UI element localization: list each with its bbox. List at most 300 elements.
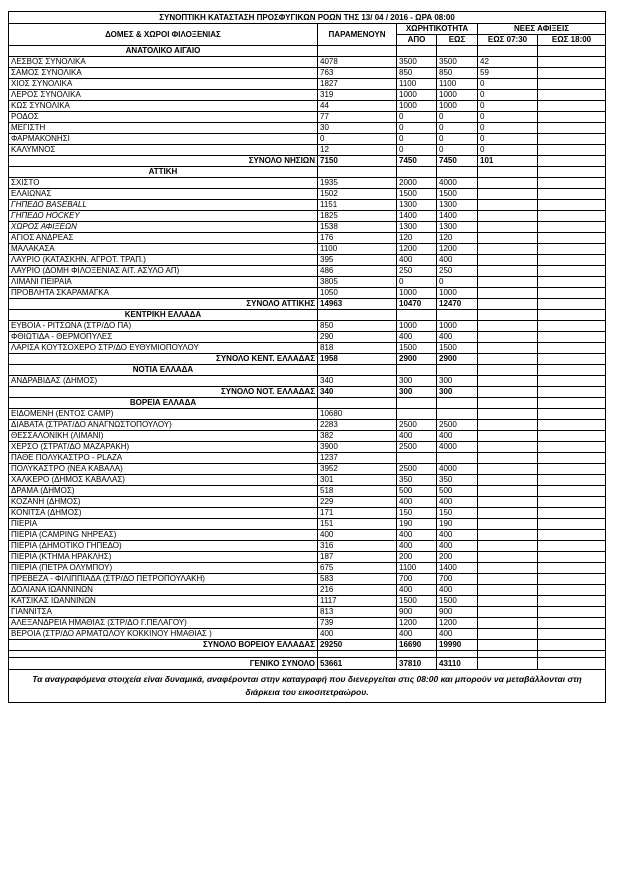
cell-a0730: 0 bbox=[478, 123, 538, 134]
cell-from: 250 bbox=[397, 266, 437, 277]
cell-name: ΧΙΟΣ ΣΥΝΟΛΙΚΑ bbox=[9, 79, 318, 90]
cell-a1800 bbox=[538, 420, 606, 431]
cell-staying: 3952 bbox=[318, 464, 397, 475]
cell-name: ΦΑΡΜΑΚΟΝΗΣΙ bbox=[9, 134, 318, 145]
cell-staying: 675 bbox=[318, 563, 397, 574]
spacer-cell bbox=[478, 651, 538, 658]
cell-staying: 486 bbox=[318, 266, 397, 277]
cell-name: ΣΥΝΟΛΟ ΝΗΣΙΩΝ bbox=[9, 156, 318, 167]
empty-cell bbox=[478, 310, 538, 321]
cell-from: 300 bbox=[397, 376, 437, 387]
table-row bbox=[9, 563, 606, 574]
cell-a0730 bbox=[478, 607, 538, 618]
cell-a1800 bbox=[538, 156, 606, 167]
table-row bbox=[9, 244, 606, 255]
cell-name: ΛΕΣΒΟΣ ΣΥΝΟΛΙΚΑ bbox=[9, 57, 318, 68]
cell-name: ΜΑΛΑΚΑΣΑ bbox=[9, 244, 318, 255]
cell-to: 4000 bbox=[437, 442, 478, 453]
cell-a1800 bbox=[538, 123, 606, 134]
cell-a1800 bbox=[538, 332, 606, 343]
cell-a0730 bbox=[478, 563, 538, 574]
cell-to: 200 bbox=[437, 552, 478, 563]
cell-name: ΧΑΛΚΕΡΟ (ΔΗΜΟΣ ΚΑΒΑΛΑΣ) bbox=[9, 475, 318, 486]
empty-cell bbox=[478, 398, 538, 409]
spacer-row bbox=[9, 651, 606, 658]
cell-name: ΠΙΕΡΙΑ (ΠΕΤΡΑ ΟΛΥΜΠΟΥ) bbox=[9, 563, 318, 574]
header-capacity-to: ΕΩΣ bbox=[437, 35, 478, 46]
table-row bbox=[9, 453, 606, 464]
table-row bbox=[9, 332, 606, 343]
cell-a1800 bbox=[538, 354, 606, 365]
cell-staying: 10680 bbox=[318, 409, 397, 420]
cell-staying: 813 bbox=[318, 607, 397, 618]
cell-staying: 176 bbox=[318, 233, 397, 244]
cell-a1800 bbox=[538, 376, 606, 387]
cell-to: 1500 bbox=[437, 343, 478, 354]
empty-cell bbox=[397, 365, 437, 376]
cell-to: 12470 bbox=[437, 299, 478, 310]
cell-staying: 14963 bbox=[318, 299, 397, 310]
cell-name: ΚΩΣ ΣΥΝΟΛΙΚΑ bbox=[9, 101, 318, 112]
cell-from: 1000 bbox=[397, 321, 437, 332]
cell-from: 1300 bbox=[397, 222, 437, 233]
cell-staying: 583 bbox=[318, 574, 397, 585]
cell-staying: 151 bbox=[318, 519, 397, 530]
cell-name: ΓΗΠΕΔΟ BASEBALL bbox=[9, 200, 318, 211]
cell-a0730 bbox=[478, 519, 538, 530]
cell-a1800 bbox=[538, 453, 606, 464]
cell-name: ΕΛΑΙΩΝΑΣ bbox=[9, 189, 318, 200]
cell-to: 850 bbox=[437, 68, 478, 79]
cell-a1800 bbox=[538, 607, 606, 618]
cell-from: 1200 bbox=[397, 618, 437, 629]
cell-staying: 1827 bbox=[318, 79, 397, 90]
empty-cell bbox=[538, 365, 606, 376]
cell-from: 7450 bbox=[397, 156, 437, 167]
cell-a1800 bbox=[538, 574, 606, 585]
cell-a1800 bbox=[538, 90, 606, 101]
empty-cell bbox=[538, 398, 606, 409]
cell-from: 10470 bbox=[397, 299, 437, 310]
title-row bbox=[9, 12, 606, 24]
cell-a0730 bbox=[478, 497, 538, 508]
spacer-cell bbox=[318, 651, 397, 658]
table-row bbox=[9, 189, 606, 200]
cell-a0730 bbox=[478, 266, 538, 277]
cell-staying: 1100 bbox=[318, 244, 397, 255]
cell-staying: 400 bbox=[318, 530, 397, 541]
cell-a1800 bbox=[538, 464, 606, 475]
cell-to bbox=[437, 409, 478, 420]
cell-to: 0 bbox=[437, 145, 478, 156]
header-staying: ΠΑΡΑΜΕΝΟΥΝ bbox=[318, 24, 397, 46]
cell-to: 400 bbox=[437, 497, 478, 508]
table-row bbox=[9, 552, 606, 563]
cell-from: 2900 bbox=[397, 354, 437, 365]
section-title: ΑΝΑΤΟΛΙΚΟ ΑΙΓΑΙΟ bbox=[9, 46, 318, 57]
cell-name: ΚΑΤΣΙΚΑΣ ΙΩΑΝΝΙΝΩΝ bbox=[9, 596, 318, 607]
cell-a0730 bbox=[478, 354, 538, 365]
cell-name: ΚΟΝΙΤΣΑ (ΔΗΜΟΣ) bbox=[9, 508, 318, 519]
cell-name: ΠΙΕΡΙΑ (CAMPING ΝΗΡΕΑΣ) bbox=[9, 530, 318, 541]
section-title: ΑΤΤΙΚΗ bbox=[9, 167, 318, 178]
cell-a1800 bbox=[538, 266, 606, 277]
cell-name: ΑΓΙΟΣ ΑΝΔΡΕΑΣ bbox=[9, 233, 318, 244]
cell-staying: 7150 bbox=[318, 156, 397, 167]
cell-name: ΠΙΕΡΙΑ bbox=[9, 519, 318, 530]
empty-cell bbox=[437, 365, 478, 376]
cell-from: 1200 bbox=[397, 244, 437, 255]
cell-from: 700 bbox=[397, 574, 437, 585]
cell-name: ΜΕΓΙΣΤΗ bbox=[9, 123, 318, 134]
table-row bbox=[9, 574, 606, 585]
spacer-cell bbox=[397, 651, 437, 658]
cell-to: 1000 bbox=[437, 90, 478, 101]
cell-a0730 bbox=[478, 464, 538, 475]
empty-cell bbox=[478, 365, 538, 376]
section-title: ΝΟΤΙΑ ΕΛΛΑΔΑ bbox=[9, 365, 318, 376]
cell-a0730: 0 bbox=[478, 79, 538, 90]
cell-to: 500 bbox=[437, 486, 478, 497]
table-row bbox=[9, 255, 606, 266]
cell-from: 120 bbox=[397, 233, 437, 244]
header-new-arrivals: ΝΕΕΣ ΑΦΙΞΕΙΣ bbox=[478, 24, 606, 35]
table-row bbox=[9, 57, 606, 68]
empty-cell bbox=[478, 167, 538, 178]
cell-to: 2900 bbox=[437, 354, 478, 365]
table-row bbox=[9, 145, 606, 156]
cell-a0730 bbox=[478, 640, 538, 651]
cell-a0730 bbox=[478, 486, 538, 497]
cell-staying: 518 bbox=[318, 486, 397, 497]
spacer-cell bbox=[437, 651, 478, 658]
table-row bbox=[9, 629, 606, 640]
cell-from: 1400 bbox=[397, 211, 437, 222]
cell-to: 2500 bbox=[437, 420, 478, 431]
table-row bbox=[9, 420, 606, 431]
cell-to: 0 bbox=[437, 123, 478, 134]
cell-name: ΣΥΝΟΛΟ ΝΟΤ. ΕΛΛΑΔΑΣ bbox=[9, 387, 318, 398]
cell-from: 1500 bbox=[397, 343, 437, 354]
cell-from: 1100 bbox=[397, 563, 437, 574]
cell-a0730 bbox=[478, 541, 538, 552]
cell-name: ΛΑΥΡΙΟ (ΔΟΜΗ ΦΙΛΟΞΕΝΙΑΣ ΑΙΤ. ΑΣΥΛΟ ΑΠ) bbox=[9, 266, 318, 277]
cell-from: 0 bbox=[397, 123, 437, 134]
section-total-row bbox=[9, 156, 606, 167]
empty-cell bbox=[478, 46, 538, 57]
cell-staying: 229 bbox=[318, 497, 397, 508]
cell-name: ΠΙΕΡΙΑ (ΚΤΗΜΑ ΗΡΑΚΛΗΣ) bbox=[9, 552, 318, 563]
section-header bbox=[9, 46, 606, 57]
cell-a0730 bbox=[478, 343, 538, 354]
cell-staying: 171 bbox=[318, 508, 397, 519]
header-arrivals-1800: ΕΩΣ 18:00 bbox=[538, 35, 606, 46]
cell-to: 1000 bbox=[437, 101, 478, 112]
cell-from bbox=[397, 409, 437, 420]
section-header bbox=[9, 398, 606, 409]
cell-a0730 bbox=[478, 299, 538, 310]
report-sheet bbox=[8, 11, 605, 703]
cell-from: 2500 bbox=[397, 464, 437, 475]
cell-staying: 1117 bbox=[318, 596, 397, 607]
cell-staying: 1151 bbox=[318, 200, 397, 211]
cell-staying: 12 bbox=[318, 145, 397, 156]
cell-name: ΓΙΑΝΝΙΤΣΑ bbox=[9, 607, 318, 618]
empty-cell bbox=[318, 310, 397, 321]
cell-from: 1500 bbox=[397, 189, 437, 200]
cell-a1800 bbox=[538, 596, 606, 607]
section-header bbox=[9, 167, 606, 178]
table-row bbox=[9, 178, 606, 189]
cell-name: ΠΡΟΒΛΗΤΑ ΣΚΑΡΑΜΑΓΚΑ bbox=[9, 288, 318, 299]
cell-a0730 bbox=[478, 530, 538, 541]
cell-a0730 bbox=[478, 596, 538, 607]
table-row bbox=[9, 211, 606, 222]
section-title: ΒΟΡΕΙΑ ΕΛΛΑΔΑ bbox=[9, 398, 318, 409]
cell-a1800 bbox=[538, 552, 606, 563]
cell-to: 1000 bbox=[437, 321, 478, 332]
cell-a0730 bbox=[478, 387, 538, 398]
cell-a1800 bbox=[538, 277, 606, 288]
cell-staying: 301 bbox=[318, 475, 397, 486]
cell-from: 2500 bbox=[397, 420, 437, 431]
table-row bbox=[9, 112, 606, 123]
table-row bbox=[9, 376, 606, 387]
cell-from: 0 bbox=[397, 112, 437, 123]
cell-from: 1500 bbox=[397, 596, 437, 607]
cell-from: 200 bbox=[397, 552, 437, 563]
cell-staying: 340 bbox=[318, 376, 397, 387]
cell-name: ΡΟΔΟΣ bbox=[9, 112, 318, 123]
cell-staying: 290 bbox=[318, 332, 397, 343]
cell-a0730 bbox=[478, 200, 538, 211]
table-row bbox=[9, 541, 606, 552]
cell-a0730 bbox=[478, 420, 538, 431]
cell-to: 400 bbox=[437, 629, 478, 640]
cell-a1800 bbox=[538, 288, 606, 299]
cell-a1800 bbox=[538, 541, 606, 552]
cell-a0730 bbox=[478, 431, 538, 442]
cell-a1800 bbox=[538, 431, 606, 442]
cell-a1800 bbox=[538, 244, 606, 255]
table-row bbox=[9, 233, 606, 244]
table-row bbox=[9, 442, 606, 453]
cell-from: 2500 bbox=[397, 442, 437, 453]
cell-to: 250 bbox=[437, 266, 478, 277]
cell-a0730 bbox=[478, 442, 538, 453]
cell-name: ΚΑΛΥΜΝΟΣ bbox=[9, 145, 318, 156]
empty-cell bbox=[437, 310, 478, 321]
cell-staying: 739 bbox=[318, 618, 397, 629]
section-total-row bbox=[9, 387, 606, 398]
cell-name: ΓΕΝΙΚΟ ΣΥΝΟΛΟ bbox=[9, 658, 318, 670]
cell-a1800 bbox=[538, 255, 606, 266]
cell-a0730 bbox=[478, 574, 538, 585]
cell-staying: 77 bbox=[318, 112, 397, 123]
cell-to: 43110 bbox=[437, 658, 478, 670]
cell-to: 0 bbox=[437, 112, 478, 123]
cell-from: 1000 bbox=[397, 101, 437, 112]
empty-cell bbox=[437, 46, 478, 57]
cell-staying: 44 bbox=[318, 101, 397, 112]
cell-from: 400 bbox=[397, 530, 437, 541]
cell-a1800 bbox=[538, 222, 606, 233]
cell-to: 150 bbox=[437, 508, 478, 519]
cell-a1800 bbox=[538, 200, 606, 211]
cell-a1800 bbox=[538, 387, 606, 398]
empty-cell bbox=[397, 46, 437, 57]
table-row bbox=[9, 277, 606, 288]
cell-a0730 bbox=[478, 277, 538, 288]
cell-staying: 3805 bbox=[318, 277, 397, 288]
cell-name: ΛΙΜΑΝΙ ΠΕΙΡΑΙΑ bbox=[9, 277, 318, 288]
cell-name: ΠΑΘΕ ΠΟΛΥΚΑΣΤΡΟ - PLAZA bbox=[9, 453, 318, 464]
cell-a1800 bbox=[538, 486, 606, 497]
cell-staying: 1050 bbox=[318, 288, 397, 299]
spacer-cell bbox=[9, 651, 318, 658]
header-capacity-from: ΑΠΟ bbox=[397, 35, 437, 46]
table-row bbox=[9, 222, 606, 233]
table-row bbox=[9, 530, 606, 541]
cell-a0730: 59 bbox=[478, 68, 538, 79]
table-row bbox=[9, 200, 606, 211]
section-title: ΚΕΝΤΡΙΚΗ ΕΛΛΑΔΑ bbox=[9, 310, 318, 321]
cell-staying: 1502 bbox=[318, 189, 397, 200]
cell-to: 300 bbox=[437, 387, 478, 398]
table-row bbox=[9, 266, 606, 277]
cell-a0730 bbox=[478, 585, 538, 596]
cell-a1800 bbox=[538, 112, 606, 123]
cell-a0730 bbox=[478, 409, 538, 420]
cell-to: 1300 bbox=[437, 200, 478, 211]
cell-a0730 bbox=[478, 233, 538, 244]
table-row bbox=[9, 101, 606, 112]
cell-name: ΦΘΙΩΤΙΔΑ - ΘΕΡΜΟΠΥΛΕΣ bbox=[9, 332, 318, 343]
cell-name: ΛΕΡΟΣ ΣΥΝΟΛΙΚΑ bbox=[9, 90, 318, 101]
cell-staying: 818 bbox=[318, 343, 397, 354]
cell-a0730 bbox=[478, 618, 538, 629]
table-row bbox=[9, 288, 606, 299]
cell-from: 0 bbox=[397, 277, 437, 288]
header-arrivals-0730: ΕΩΣ 07:30 bbox=[478, 35, 538, 46]
cell-from: 2000 bbox=[397, 178, 437, 189]
cell-a0730 bbox=[478, 332, 538, 343]
cell-to: 350 bbox=[437, 475, 478, 486]
cell-to: 19990 bbox=[437, 640, 478, 651]
spacer-cell bbox=[538, 651, 606, 658]
cell-staying: 763 bbox=[318, 68, 397, 79]
grand-total-row bbox=[9, 658, 606, 670]
cell-to: 400 bbox=[437, 332, 478, 343]
cell-to: 1000 bbox=[437, 288, 478, 299]
cell-to: 7450 bbox=[437, 156, 478, 167]
cell-a1800 bbox=[538, 145, 606, 156]
table-row bbox=[9, 475, 606, 486]
cell-a0730 bbox=[478, 658, 538, 670]
cell-a1800 bbox=[538, 442, 606, 453]
table-row bbox=[9, 90, 606, 101]
cell-name: ΠΙΕΡΙΑ (ΔΗΜΟΤΙΚΟ ΓΗΠΕΔΟ) bbox=[9, 541, 318, 552]
cell-a1800 bbox=[538, 343, 606, 354]
cell-from: 1000 bbox=[397, 90, 437, 101]
cell-staying: 30 bbox=[318, 123, 397, 134]
cell-from: 0 bbox=[397, 145, 437, 156]
cell-a0730 bbox=[478, 244, 538, 255]
cell-a1800 bbox=[538, 629, 606, 640]
cell-name: ΔΙΑΒΑΤΑ (ΣΤΡΑΤ/ΔΟ ΑΝΑΓΝΩΣΤΟΠΟΥΛΟΥ) bbox=[9, 420, 318, 431]
cell-name: ΣΧΙΣΤΟ bbox=[9, 178, 318, 189]
cell-name: ΧΩΡΟΣ ΑΦΙΞΕΩΝ bbox=[9, 222, 318, 233]
cell-to: 3500 bbox=[437, 57, 478, 68]
cell-staying: 850 bbox=[318, 321, 397, 332]
empty-cell bbox=[397, 398, 437, 409]
cell-a0730 bbox=[478, 508, 538, 519]
cell-name: ΣΥΝΟΛΟ ΚΕΝΤ. ΕΛΛΑΔΑΣ bbox=[9, 354, 318, 365]
cell-name: ΠΟΛΥΚΑΣΤΡΟ (ΝΕΑ ΚΑΒΑΛΑ) bbox=[9, 464, 318, 475]
cell-name: ΑΝΔΡΑΒΙΔΑΣ (ΔΗΜΟΣ) bbox=[9, 376, 318, 387]
table-row bbox=[9, 596, 606, 607]
cell-to: 0 bbox=[437, 134, 478, 145]
empty-cell bbox=[538, 310, 606, 321]
cell-staying: 4078 bbox=[318, 57, 397, 68]
cell-name: ΣΥΝΟΛΟ ΒΟΡΕΙΟΥ ΕΛΛΑΔΑΣ bbox=[9, 640, 318, 651]
cell-to: 400 bbox=[437, 255, 478, 266]
cell-a1800 bbox=[538, 178, 606, 189]
cell-a0730 bbox=[478, 552, 538, 563]
cell-to: 1500 bbox=[437, 596, 478, 607]
cell-staying: 1935 bbox=[318, 178, 397, 189]
cell-from: 190 bbox=[397, 519, 437, 530]
cell-staying: 319 bbox=[318, 90, 397, 101]
cell-staying: 216 bbox=[318, 585, 397, 596]
cell-staying: 1237 bbox=[318, 453, 397, 464]
empty-cell bbox=[318, 46, 397, 57]
cell-to: 400 bbox=[437, 541, 478, 552]
cell-staying: 53661 bbox=[318, 658, 397, 670]
cell-to: 400 bbox=[437, 585, 478, 596]
header-row-1 bbox=[9, 24, 606, 35]
cell-to: 1200 bbox=[437, 244, 478, 255]
cell-from: 400 bbox=[397, 431, 437, 442]
cell-a0730 bbox=[478, 189, 538, 200]
cell-from: 900 bbox=[397, 607, 437, 618]
cell-a0730: 101 bbox=[478, 156, 538, 167]
cell-a1800 bbox=[538, 475, 606, 486]
cell-a1800 bbox=[538, 101, 606, 112]
cell-a1800 bbox=[538, 530, 606, 541]
cell-from: 1100 bbox=[397, 79, 437, 90]
cell-to: 0 bbox=[437, 277, 478, 288]
cell-a0730 bbox=[478, 288, 538, 299]
cell-a1800 bbox=[538, 618, 606, 629]
table-row bbox=[9, 134, 606, 145]
cell-a1800 bbox=[538, 563, 606, 574]
cell-to: 4000 bbox=[437, 178, 478, 189]
footnote: Τα αναγραφόμενα στοιχεία είναι δυναμικά, αναφέρονται στην καταγραφή που διενεργείται στις 08:00 και μπορούν να μεταβάλλονται στη διάρκεια του εικοσιτετραώρου. bbox=[9, 670, 606, 703]
cell-staying: 0 bbox=[318, 134, 397, 145]
cell-a1800 bbox=[538, 658, 606, 670]
cell-name: ΕΙΔΟΜΕΝΗ (ΕΝΤΟΣ CAMP) bbox=[9, 409, 318, 420]
table-row bbox=[9, 607, 606, 618]
cell-to: 900 bbox=[437, 607, 478, 618]
empty-cell bbox=[437, 167, 478, 178]
cell-from: 400 bbox=[397, 541, 437, 552]
table-row bbox=[9, 68, 606, 79]
cell-name: ΔΟΛΙΑΝΑ ΙΩΑΝΝΙΝΩΝ bbox=[9, 585, 318, 596]
cell-a0730 bbox=[478, 475, 538, 486]
cell-from: 3500 bbox=[397, 57, 437, 68]
report-title: ΣΥΝΟΠΤΙΚΗ ΚΑΤΑΣΤΑΣΗ ΠΡΟΣΦΥΓΙΚΩΝ ΡΟΩΝ ΤΗΣ 13/ 04 / 2016 - ΩΡΑ 08:00 bbox=[9, 12, 606, 24]
